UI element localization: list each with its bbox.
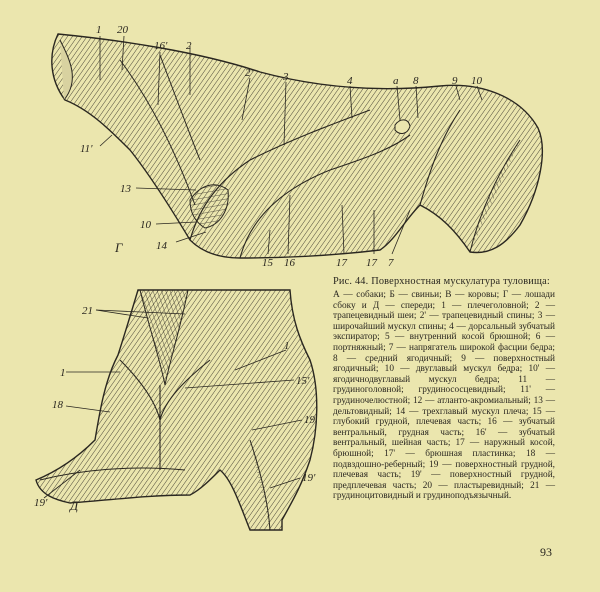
label-7: 7	[388, 257, 394, 269]
caption-body: А — собаки; Б — свиньи; В — коровы; Г — лошади сбоку и Д — спереди; 1 — плечеголовной; 2 — трапецевидный шеи; 2' — трапецевидный спины; 3 — широчайший мускул спины; 4 — дорсальный зубчатый экспиратор; 5 — внутренний косой брюшной; 6 — портняжный; 7 — напрягатель широкой фасции бедра; 8 — средний ягодичный; 9 — поверхностный ягодичный; 10 — двуглавый мускул бедра; 10' — ягодичнодвуглавый мускул бедра; 11 — грудиноголовной; грудинососцевидный; 11' — грудиночелюстной; 12 — атланто-акромиальный; 13 — дельтовидный; 14 — трехглавый мускул плеча; 15 — глубокий грудной, плечевая часть; 16 — зубчатый вентральный, грудная часть; 16' — зубчатый вентральный, шейная часть; 17 — наружный косой, брюшной; 17' — брюшная пластинка; 18 — подвздошно-реберный; 19 — поверхностный грудной, плечевая часть; 19' — поверхностный грудной, предплечевая часть; 20 — пластыревидный; 21 — грудиноцитовидный и грудиноподъязычный.	[333, 290, 555, 502]
label-15: 15	[262, 257, 273, 269]
label-16: 16	[284, 257, 295, 269]
label-20: 20	[117, 24, 128, 36]
label-17b: 17	[366, 257, 377, 269]
panel-letter-g: Г	[115, 240, 123, 255]
label-a: a	[393, 75, 399, 87]
label-4: 4	[347, 75, 353, 87]
label-17a: 17	[336, 257, 347, 269]
horse-front-view-figure	[36, 290, 317, 530]
label-2-prime: 2'	[245, 67, 253, 79]
label-19-prime-left: 19'	[34, 497, 48, 509]
label-1-left: 1	[60, 367, 66, 379]
label-21: 21	[82, 305, 93, 317]
horse-side-view-figure	[52, 34, 542, 258]
label-2: 2	[186, 40, 192, 52]
page-number: 93	[540, 545, 552, 559]
panel-letter-d: Д	[70, 498, 79, 513]
figure-caption	[333, 276, 555, 502]
label-16-prime: 16'	[154, 40, 168, 52]
label-15-prime: 15'	[296, 375, 310, 387]
label-10: 10	[471, 75, 482, 87]
label-10b: 10	[140, 219, 151, 231]
caption-title: Рис. 44. Поверхностная мускулатура туловища:	[333, 276, 550, 287]
label-19-prime-right: 19'	[302, 472, 316, 484]
label-1: 1	[96, 24, 102, 36]
label-3: 3	[283, 71, 289, 83]
label-13: 13	[120, 183, 131, 195]
label-14: 14	[156, 240, 167, 252]
label-19: 19	[304, 414, 315, 426]
label-1-right: 1	[284, 340, 290, 352]
label-9: 9	[452, 75, 458, 87]
label-8: 8	[413, 75, 419, 87]
label-11-prime: 11'	[80, 143, 93, 155]
label-18: 18	[52, 399, 63, 411]
